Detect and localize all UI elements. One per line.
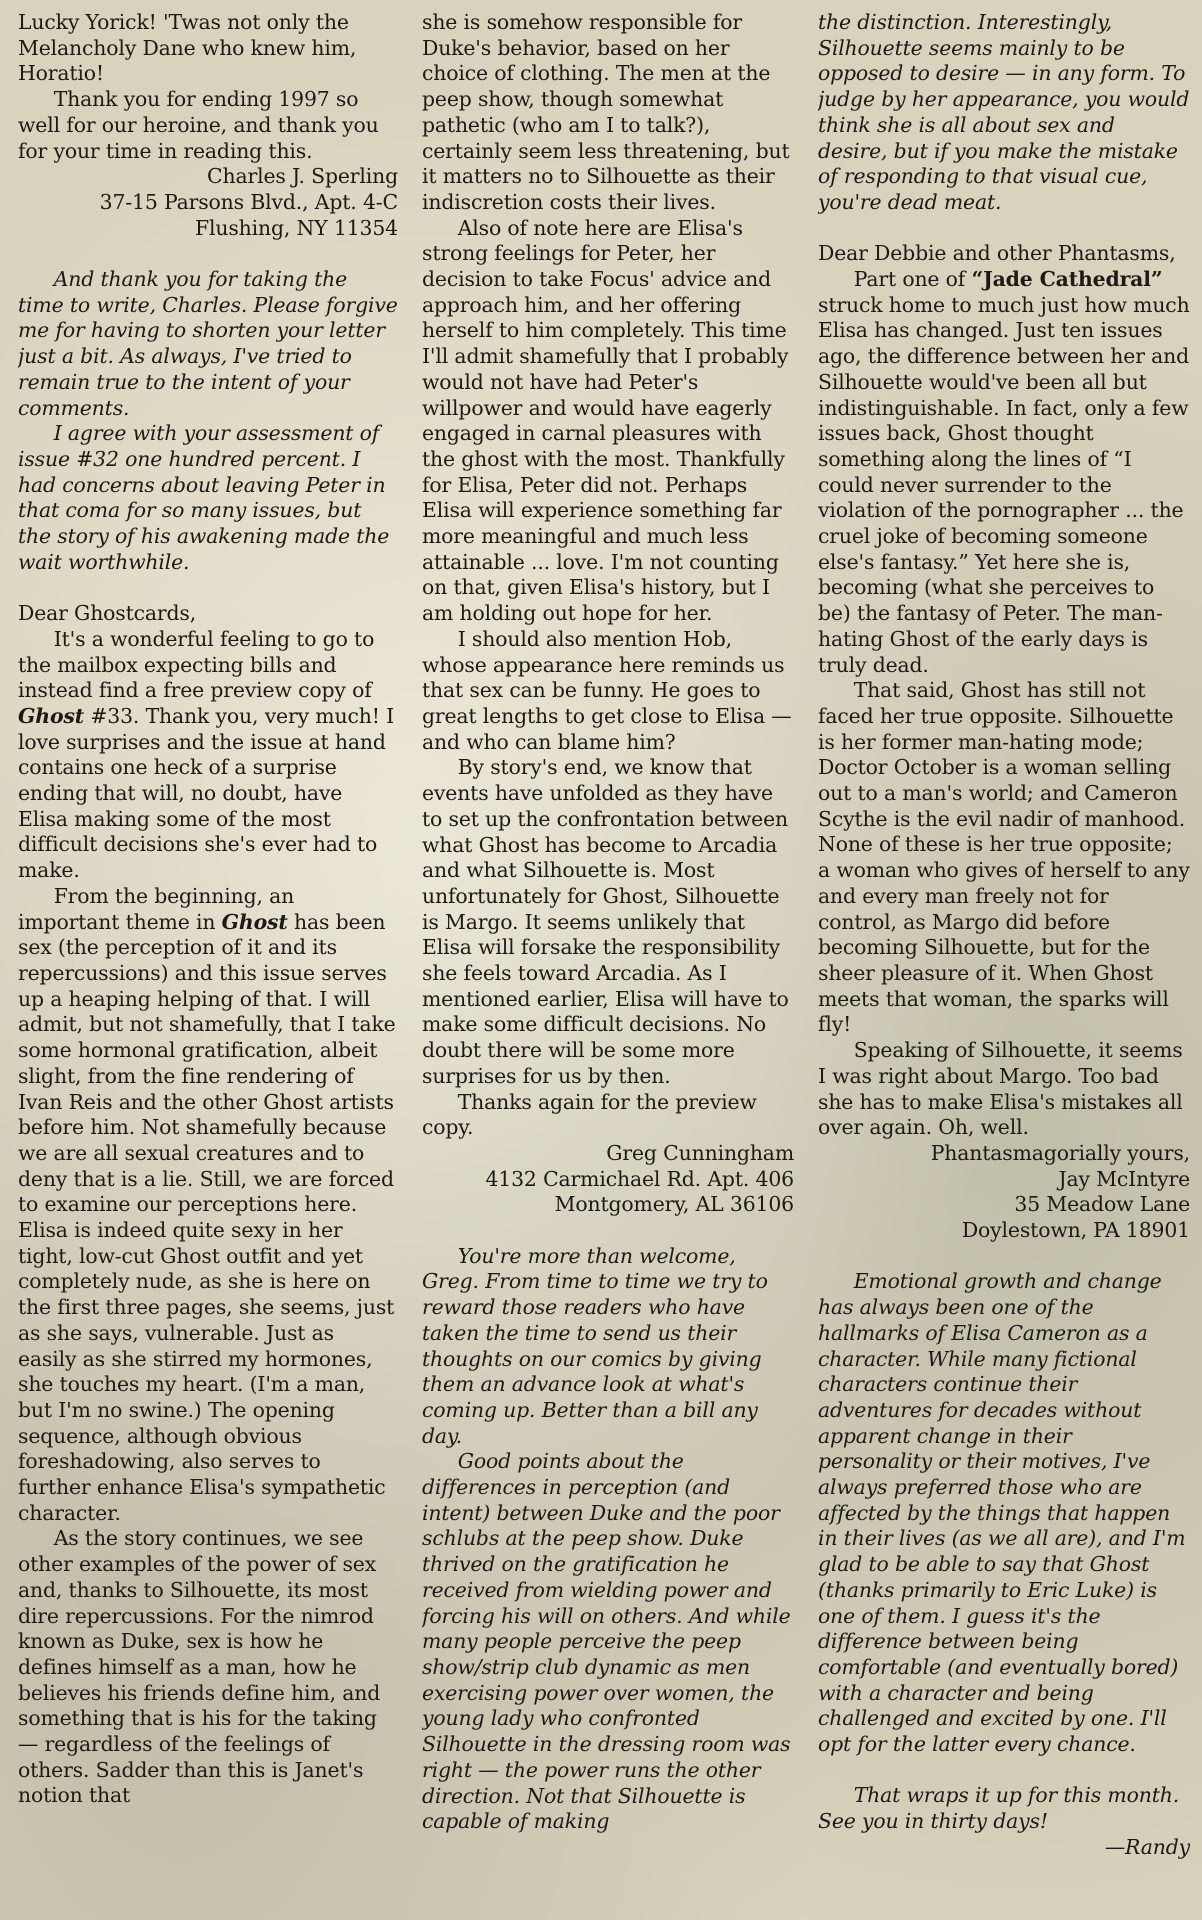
letter-paragraph: Also of note here are Elisa's strong feelings for Peter, her decision to take Focus' advice and approach him, and her offering herself to him completely. This time I'll admit shamefully that I probably would not have had Peter's willpower and would have eagerly engaged in carnal pleasures with the ghost with the most. Thankfully for Elisa, Peter did not. Perhaps Elisa will experience something far more meaningful and much less attainable ... love. I'm not counting on that, given Elisa's history, but I am holding out hope for her.	[422, 215, 789, 626]
spacer	[818, 1244, 1190, 1270]
signature-name: Jay McIntyre	[1058, 1166, 1190, 1191]
letter-paragraph: Speaking of Silhouette, it seems I was right about Margo. Too bad she has to make Elisa's mistakes all over again. Oh, well.	[818, 1038, 1183, 1140]
editor-reply: I agree with your assessment of issue #32 one hundred percent. I had concerns about leaving Peter in that coma for so many issues, but the story of his awakening made the wait worthwhile.	[18, 421, 390, 574]
editor-reply: the distinction. Interestingly, Silhouette seems mainly to be opposed to desire — in any form. To judge by her appearance, you would think she is all about sex and desire, but if you make the mistake of responding to that visual cue, you're dead meat.	[818, 10, 1190, 214]
signature-address: 37-15 Parsons Blvd., Apt. 4-C	[99, 189, 398, 214]
letter-paragraph	[18, 884, 398, 1527]
column-3	[818, 10, 1190, 1920]
editor-reply: That wraps it up for this month. See you in thirty days!	[818, 1783, 1180, 1834]
letter-paragraph: As the story continues, we see other examples of the power of sex and, thanks to Silhouette, its most dire repercussions. For the nimrod known as Duke, sex is how he defines himself as a man, how he believes his friends define him, and something that is his for the taking — regardless of the feelings of others. Sadder than this is Janet's notion that	[18, 1526, 381, 1808]
letter-paragraph: she is somehow responsible for Duke's behavior, based on her choice of clothing. The men at the peep show, though somewhat pathetic (who am I to talk?), certainly seem less threatening, but it matters no to Silhouette as their indiscretion costs their lives.	[422, 10, 790, 214]
letter-paragraph: I should also mention Hob, whose appearance here reminds us that sex can be funny. He goes to great lengths to get close to Elisa — and who can blame him?	[422, 626, 792, 754]
story-title: “Jade Cathedral”	[971, 267, 1163, 292]
letter-paragraph: Thank you for ending 1997 so well for our heroine, and thank you for your time in reading this.	[18, 87, 379, 163]
letter-paragraph: That said, Ghost has still not faced her true opposite. Silhouette is her former man-hating mode; Doctor October is a woman selling out to a man's world; and Cameron Scythe is the evil nadir of manhood. None of these is her true opposite; a woman who gives of herself to any and every man freely not for control, as Margo did before becoming Silhouette, but for the sheer pleasure of it. When Ghost meets that woman, the sparks will fly!	[818, 678, 1190, 1037]
column-2	[422, 10, 794, 1920]
signature-name: Charles J. Sperling	[207, 164, 398, 189]
editor-reply: And thank you for taking the time to write, Charles. Please forgive me for having to shorten your letter just a bit. As always, I've tried to remain true to the intent of your comments.	[18, 267, 398, 420]
spacer	[818, 216, 1190, 242]
signature-address: 4132 Carmichael Rd. Apt. 406	[485, 1166, 794, 1191]
column-1	[18, 10, 398, 1920]
text-run: From the beginning, an important theme in	[18, 883, 295, 934]
comic-title: Ghost	[221, 909, 288, 934]
comic-title: Ghost	[18, 703, 84, 728]
letter-paragraph: By story's end, we know that events have unfolded as they have to set up the confrontation between what Ghost has become to Arcadia and what Silhouette is. Most unfortunately for Ghost, Silhouette is Margo. It seems unlikely that Elisa will forsake the responsibility she feels toward Arcadia. As I mentioned earlier, Elisa will have to make some difficult decisions. No doubt there will be some more surprises for us by then.	[422, 755, 789, 1088]
text-run: has been sex (the perception of it and its repercussions) and this issue serves up a heaping helping of that. I will admit, but not shamefully, that I take some hormonal gratification, albeit slight, from the fine rendering of Ivan Reis and the other Ghost artists before him. Not shamefully because we are all sexual creatures and to deny that is a lie. Still, we are forced to examine our perceptions here. Elisa is indeed quite sexy in her tight, low-cut Ghost outfit and yet completely nude, as she is here on the first three pages, she seems, just as she says, vulnerable. Just as easily as she stirred my hormones, she touches my heart. (I'm a man, but I'm no swine.) The opening sequence, although obvious foreshadowing, also serves to further enhance Elisa's sympathetic character.	[18, 909, 396, 1525]
signature-city: Doylestown, PA 18901	[961, 1218, 1190, 1243]
editor-reply: Emotional growth and change has always been one of the hallmarks of Elisa Cameron as a character. While many fictional characters continue their adventures for decades without apparent change in their personality or their motives, I've always preferred those who are affected by the things that happen in their lives (as we all are), and I'm glad to be able to say that Ghost (thanks primarily to Eric Luke) is one of them. I guess it's the difference between being comfortable (and eventually bored) with a character and being challenged and excited by one. I'll opt for the latter every chance.	[818, 1269, 1186, 1757]
editor-reply: You're more than welcome, Greg. From time to time we try to reward those readers who have taken the time to send us their thoughts on our comics by giving them an advance look at what's coming up. Better than a bill any day.	[422, 1243, 768, 1448]
letter-salutation: Dear Debbie and other Phantasms,	[818, 241, 1176, 266]
signature-city: Montgomery, AL 36106	[554, 1192, 794, 1217]
editor-signature: —Randy	[1104, 1834, 1190, 1859]
letter-paragraph	[818, 267, 1190, 678]
letter-paragraph	[18, 627, 398, 884]
signature-name: Greg Cunningham	[606, 1140, 794, 1165]
spacer	[422, 1218, 794, 1244]
letter-salutation: Dear Ghostcards,	[18, 601, 197, 626]
spacer	[18, 575, 398, 601]
editor-reply: Good points about the differences in perception (and intent) between Duke and the poor schlubs at the peep show. Duke thrived on the gratification he received from wielding power and forcing his will on others. And while many people perceive the peep show/strip club dynamic as men exercising power over women, the young lady who confronted Silhouette in the dressing room was right — the power runs the other direction. Not that Silhouette is capable of making	[422, 1449, 791, 1834]
spacer	[18, 241, 398, 267]
signature-address: 35 Meadow Lane	[1014, 1192, 1190, 1217]
signature-city: Flushing, NY 11354	[194, 215, 398, 240]
spacer	[818, 1758, 1190, 1784]
text-run: struck home to much just how much Elisa has changed. Just ten issues ago, the difference between her and Silhouette would've been all but indistinguishable. In fact, only a few issues back, Ghost thought something along the lines of “I could never surrender to the violation of the pornographer ... the cruel joke of becoming someone else's fantasy.” Yet here she is, becoming (what she perceives to be) the fantasy of Peter. The man-hating Ghost of the early days is truly dead.	[818, 292, 1190, 677]
text-run: #33. Thank you, very much! I love surprises and the issue at hand contains one heck of a surprise ending that will, no doubt, have Elisa making some of the most difficult decisions she's ever had to make.	[18, 703, 394, 883]
text-run: It's a wonderful feeling to go to the mailbox expecting bills and instead find a free preview copy of	[18, 626, 375, 703]
letter-paragraph: Lucky Yorick! 'Twas not only the Melancholy Dane who knew him, Horatio!	[18, 10, 357, 86]
signature-closing: Phantasmagorially yours,	[930, 1140, 1190, 1165]
letter-paragraph: Thanks again for the preview copy.	[422, 1089, 757, 1140]
text-run: Part one of	[853, 267, 966, 292]
